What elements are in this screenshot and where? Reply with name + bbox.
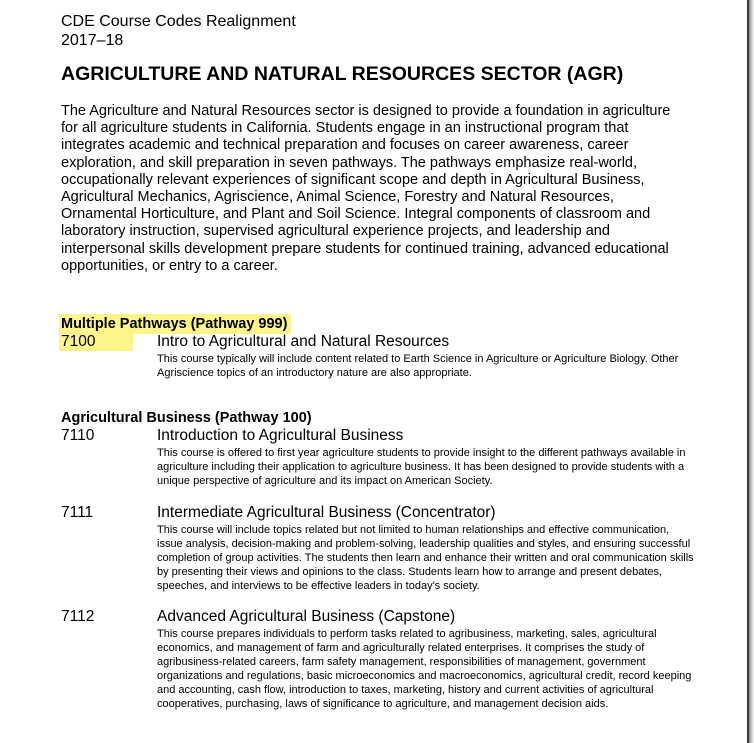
course-body bbox=[157, 333, 701, 380]
course-code: 7110 bbox=[61, 427, 95, 445]
course-entry-7100 bbox=[61, 333, 701, 380]
course-body bbox=[157, 504, 701, 593]
course-title: Intermediate Agricultural Business (Concentrator) bbox=[157, 503, 496, 521]
course-title: Intro to Agricultural and Natural Resources bbox=[157, 333, 450, 351]
course-entry-7111 bbox=[61, 504, 701, 593]
course-entry-7110 bbox=[61, 427, 701, 488]
course-title: Advanced Agricultural Business (Capstone) bbox=[157, 607, 456, 625]
page-edge-shadow bbox=[749, 0, 754, 743]
pathway-section-multiple bbox=[61, 315, 701, 380]
course-body bbox=[157, 608, 701, 712]
course-description: This course is offered to first year agriculture students to provide insight to the different pathways available in agriculture including their application to agriculture business. It has been designed to provide students with a unique perspective of agriculture and its impact on American Society. bbox=[157, 447, 686, 488]
pathway-heading-agricultural-business: Agricultural Business (Pathway 100) bbox=[61, 410, 312, 427]
pathway-section-agricultural-business bbox=[61, 409, 701, 711]
course-description: This course prepares individuals to perform tasks related to agribusiness, marketing, sales, agricultural economics, and management of farm and agriculturally related enterprises. It comprises the study of agribusiness-related careers, farm safety management, responsibilities of management, government organizations and regulations, basic microeconomics and macroeconomics, agricultural credit, record keeping and accounting, cash flow, introduction to taxes, marketing, history and current activities of agricultural cooperatives, purchasing, laws of significance to agriculture, and management decision aids. bbox=[157, 627, 692, 711]
course-title: Introduction to Agricultural Business bbox=[157, 427, 404, 445]
course-code: 7111 bbox=[61, 503, 94, 521]
course-description: This course typically will include content related to Earth Science in Agriculture or Agriculture Biology. Other Agriscience topics of an introductory nature are also appropriate. bbox=[157, 353, 679, 380]
highlighted-heading-text: Multiple Pathways (Pathway 999) bbox=[59, 314, 291, 334]
course-code: 7100 bbox=[59, 333, 133, 351]
course-code: 7112 bbox=[61, 607, 95, 625]
course-description: This course will include topics related but not limited to human relationships and effective communication, issue analysis, decision-making and problem-solving, leadership qualities and styles, and ensuring successful completion of group activities. The students then learn and enhance their written and oral communication skills by presenting their views and opinions to the class. Students learn how to arrange and present debates, speeches, and interviews to be effective leaders in today's society. bbox=[157, 523, 694, 592]
sector-title: AGRICULTURE AND NATURAL RESOURCES SECTOR (AGR) bbox=[61, 63, 624, 85]
course-body bbox=[157, 427, 701, 488]
pathway-heading-multiple bbox=[61, 315, 701, 333]
document-header-title: CDE Course Codes Realignment bbox=[61, 13, 296, 30]
course-entry-7112 bbox=[61, 608, 701, 712]
sector-intro-paragraph: The Agriculture and Natural Resources sector is designed to provide a foundation in agriculture for all agriculture students in California. Students engage in an instructional program that integrates academic and technical preparation and focuses on career awareness, career exploration, and skill preparation in seven pathways. The pathways emphasize real-world, occupationally relevant experiences of significant scope and depth in Agricultural Business, Agricultural Mechanics, Agriscience, Animal Science, Forestry and Natural Resources, Ornamental Horticulture, and Plant and Soil Science. Integral components of classroom and laboratory instruction, supervised agricultural experience projects, and leadership and interpersonal skills development prepare students for continued training, advanced educational opportunities, or entry to a career. bbox=[61, 103, 671, 274]
document-header-year: 2017–18 bbox=[61, 32, 124, 49]
document-content bbox=[61, 12, 701, 712]
